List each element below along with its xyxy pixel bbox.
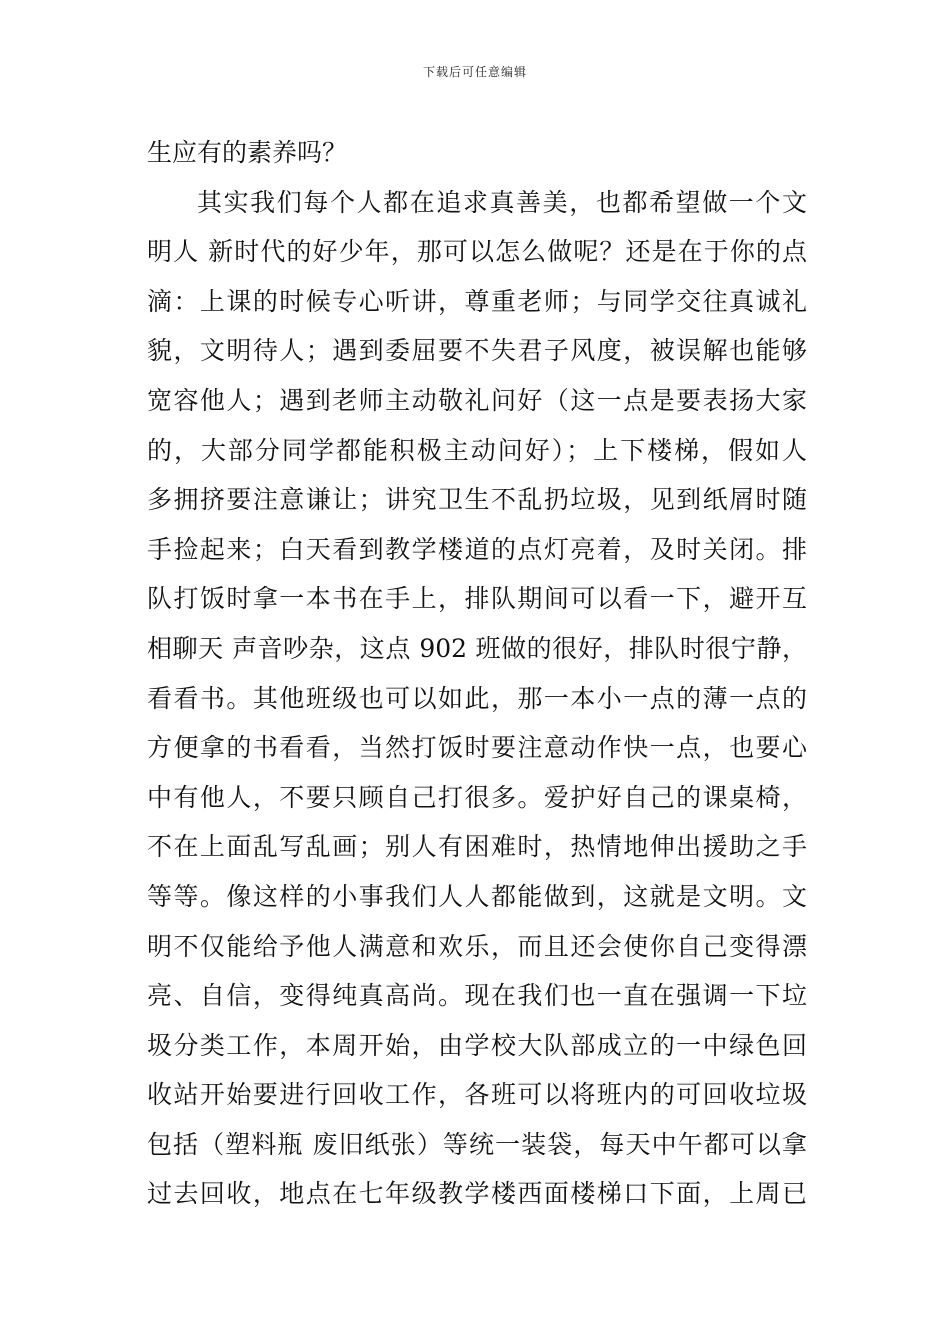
text-line: 的，大部分同学都能积极主动问好）；上下楼梯，假如人 xyxy=(147,435,807,465)
text-line: 等等。像这样的小事我们人人都能做到，这就是文明。文 xyxy=(147,881,807,911)
text-line: 宽容他人；遇到老师主动敬礼问好（这一点是要表扬大家 xyxy=(147,385,807,415)
text-line: 中有他人，不要只顾自己打很多。爱护好自己的课桌椅， xyxy=(147,782,807,812)
text-line: 过去回收，地点在七年级教学楼西面楼梯口下面，上周已 xyxy=(147,1179,807,1209)
body-text xyxy=(147,128,807,1219)
text-line: 手捡起来；白天看到教学楼道的点灯亮着，及时关闭。排 xyxy=(147,534,807,564)
text-line: 亮、自信，变得纯真高尚。现在我们也一直在强调一下垃 xyxy=(147,981,807,1011)
text-line: 相聊天 声音吵杂，这点 902 班做的很好，排队时很宁静， xyxy=(147,633,807,663)
text-line: 滴：上课的时候专心听讲，尊重老师；与同学交往真诚礼 xyxy=(147,286,807,316)
text-line: 包括（塑料瓶 废旧纸张）等统一装袋，每天中午都可以拿 xyxy=(147,1129,807,1159)
page-header: 下载后可任意编辑 xyxy=(422,65,527,79)
text-line: 看看书。其他班级也可以如此，那一本小一点的薄一点的 xyxy=(147,683,807,713)
text-line: 不在上面乱写乱画；别人有困难时，热情地伸出援助之手 xyxy=(147,832,807,862)
text-line: 生应有的素养吗？ xyxy=(147,138,348,167)
text-line: 明不仅能给予他人满意和欢乐，而且还会使你自己变得漂 xyxy=(147,931,807,961)
text-line: 多拥挤要注意谦让；讲究卫生不乱扔垃圾，见到纸屑时随 xyxy=(147,485,807,515)
text-line: 圾分类工作，本周开始，由学校大队部成立的一中绿色回 xyxy=(147,1030,807,1060)
text-line: 方便拿的书看看，当然打饭时要注意动作快一点，也要心 xyxy=(147,733,807,763)
text-line: 队打饭时拿一本书在手上，排队期间可以看一下，避开互 xyxy=(147,584,807,614)
text-line: 明人 新时代的好少年，那可以怎么做呢？还是在于你的点 xyxy=(147,237,807,267)
text-line: 收站开始要进行回收工作，各班可以将班内的可回收垃圾 xyxy=(147,1080,807,1110)
text-line: 貌，文明待人；遇到委屈要不失君子风度，被误解也能够 xyxy=(147,336,807,366)
paragraph-first-line: 其实我们每个人都在追求真善美，也都希望做一个文 xyxy=(197,187,807,217)
